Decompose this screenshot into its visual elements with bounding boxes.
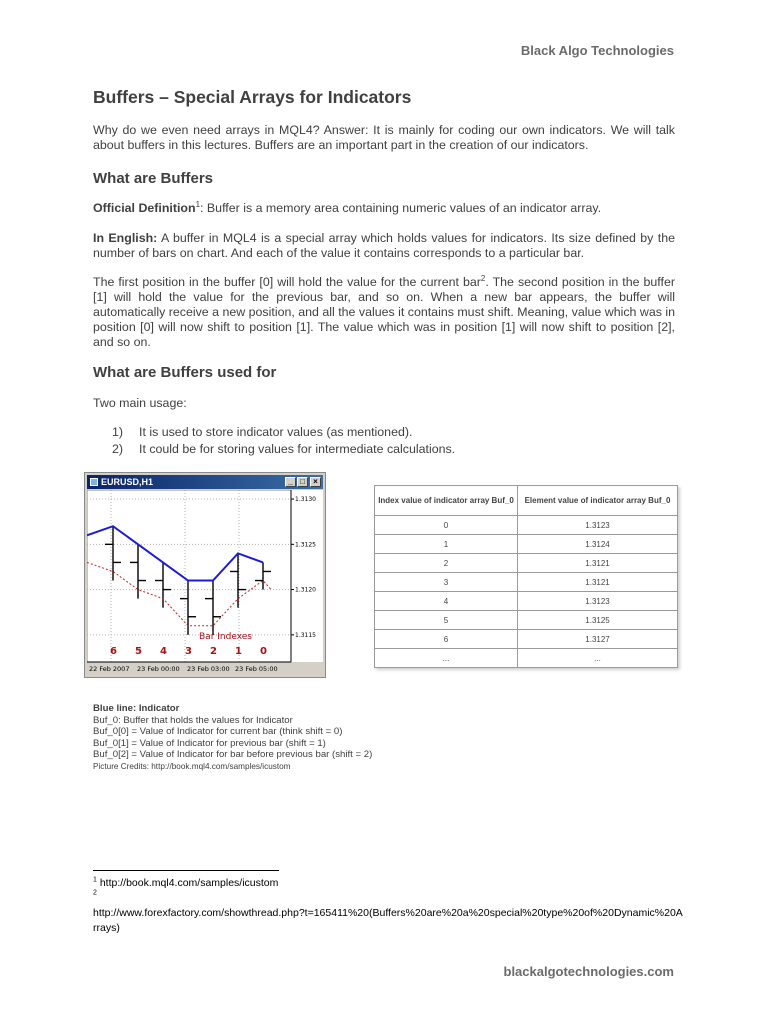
close-icon: × (310, 477, 321, 487)
table-row: ... ... (375, 649, 678, 668)
caption-line: Buf_0[2] = Value of Indicator for bar before previous bar (shift = 2) (93, 749, 373, 760)
intro-paragraph: Why do we even need arrays in MQL4? Answer: It is mainly for coding our own indicators. We will talk about buffers in this lectures. Buffers are an important part in the creation of our indicators. (93, 123, 675, 152)
footnote-2-link[interactable]: http://www.forexfactory.com/showthread.php?t=165411%20(Buffers%20are%20a%20special%20type%20of%20Dynamic%20Arrays) (93, 907, 683, 934)
price-tick-label: 1.3130 (295, 496, 316, 504)
official-definition-text: : Buffer is a memory area containing numeric values of an indicator array. (200, 201, 602, 215)
list-item: 1) It is used to store indicator values (as mentioned). (112, 425, 413, 439)
in-english-text: A buffer in MQL4 is a special array which holds values for indicators. Its size defined by the number of bars on chart. And each of the value it contains corresponds to a particular bar. (93, 231, 675, 260)
footnote-divider (93, 870, 279, 871)
buffer-table-figure (374, 485, 678, 668)
buffer-table (374, 485, 678, 668)
bar-index-number: 3 (185, 646, 192, 657)
bar-index-number: 6 (110, 646, 117, 657)
position-text-a: The first position in the buffer [0] will hold the value for the current bar (93, 275, 481, 289)
bar-index-number: 2 (210, 646, 217, 657)
usage-list (112, 424, 455, 458)
in-english-paragraph (93, 231, 675, 261)
header-brand: Black Algo Technologies (520, 43, 674, 58)
bar-index-number: 1 (235, 646, 242, 657)
bar-index-number: 4 (160, 646, 167, 657)
price-tick-label: 1.3125 (295, 541, 316, 549)
table-row: 5 1.3125 (375, 611, 678, 630)
caption-title: Blue line: Indicator (93, 703, 180, 714)
official-definition-label: Official Definition (93, 201, 196, 215)
chart-window-title: EURUSD,H1 (101, 477, 154, 487)
footnote-1-link[interactable]: http://book.mql4.com/samples/icustom (96, 877, 279, 889)
date-tick-label: 23 Feb 03:00 (187, 665, 230, 673)
chart-window-figure (84, 472, 326, 678)
bar-indexes-label: Bar Indexes (199, 632, 252, 642)
in-english-label: In English: (93, 231, 158, 245)
caption-line: Buf_0[1] = Value of Indicator for previous bar (shift = 1) (93, 737, 326, 749)
chart-plot (87, 490, 323, 676)
date-tick-label: 23 Feb 00:00 (137, 665, 180, 673)
date-tick-labels (89, 665, 278, 673)
maximize-icon: □ (297, 477, 308, 487)
footnote-ref-2: 2 (480, 273, 486, 283)
page-title: Buffers – Special Arrays for Indicators (93, 87, 412, 107)
position-text-b: . The second position in the buffer [1] will hold the value for the previous bar, and so on. When a new bar appears, the buffer will automatically receive a new position, and all the values it contains must shift. Meaning, value which was in position [0] will now shift to position [1]. The value which was in position [1] will now shift to position [2], and so on. (93, 275, 675, 349)
table-header-element: Element value of indicator array Buf_0 (518, 486, 678, 516)
footer-brand: blackalgotechnologies.com (503, 964, 674, 979)
date-tick-label: 23 Feb 05:00 (235, 665, 278, 673)
table-header-row (375, 486, 678, 516)
plot-area (87, 490, 291, 662)
table-row: 4 1.3123 (375, 592, 678, 611)
section-heading-what-are-buffers: What are Buffers (93, 170, 214, 187)
buffer-position-paragraph (93, 275, 675, 350)
table-header-index: Index value of indicator array Buf_0 (375, 486, 518, 516)
footnote-1 (93, 876, 278, 891)
minimize-icon: _ (285, 477, 296, 487)
caption-line: Buf_0[0] = Value of Indicator for current bar (think shift = 0) (93, 726, 343, 737)
table-row: 3 1.3121 (375, 573, 678, 592)
price-tick-label: 1.3120 (295, 586, 316, 594)
table-row: 2 1.3121 (375, 554, 678, 573)
price-tick-label: 1.3115 (295, 631, 316, 639)
table-row: 0 1.3123 (375, 516, 678, 535)
table-row: 6 1.3127 (375, 630, 678, 649)
official-definition-paragraph (93, 201, 675, 216)
footnote-2-mark: 2 (93, 889, 97, 897)
caption-line: Buf_0: Buffer that holds the values for Indicator (93, 714, 293, 726)
chart-titlebar (87, 475, 323, 489)
section-heading-buffers-used-for: What are Buffers used for (93, 364, 277, 381)
figure-caption (93, 703, 372, 772)
picture-credits: Picture Credits: http://book.mql4.com/samples/icustom (93, 761, 291, 771)
footnote-2 (93, 906, 683, 936)
footnote-1-mark: 1 (93, 876, 97, 884)
date-tick-label: 22 Feb 2007 (89, 665, 130, 673)
bar-index-number: 0 (260, 646, 267, 657)
chart-app-icon (90, 478, 98, 486)
footnote-2-mark-line (93, 889, 97, 904)
usage-lead: Two main usage: (93, 396, 187, 410)
list-item: 2) It could be for storing values for intermediate calculations. (112, 442, 456, 456)
footnote-ref-1: 1 (195, 199, 201, 209)
table-row: 1 1.3124 (375, 535, 678, 554)
bar-index-number: 5 (135, 646, 142, 657)
